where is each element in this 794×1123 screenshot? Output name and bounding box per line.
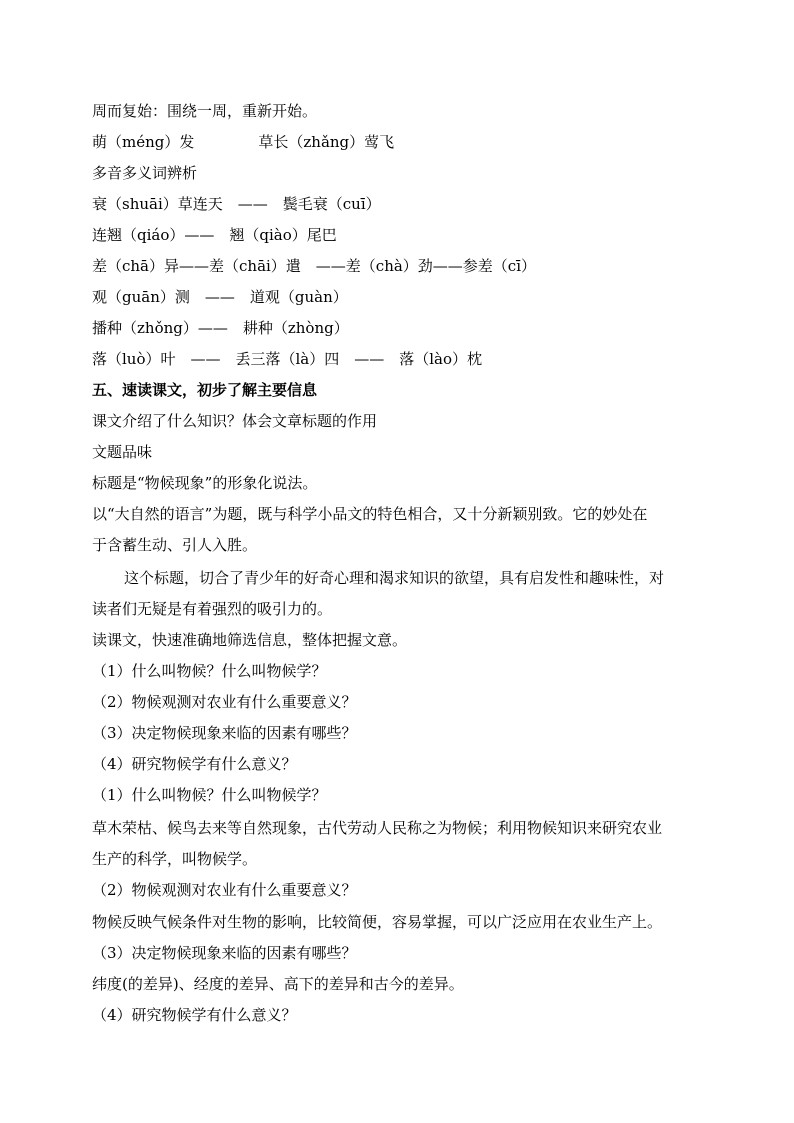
text-line-16: 这个标题，切合了青少年的好奇心理和渴求知识的欲望，具有启发性和趣味性，对 bbox=[124, 569, 665, 587]
text-line-17: 读者们无疑是有着强烈的吸引力的。 bbox=[92, 600, 333, 618]
text-line-9: 落（luò）叶 —— 丢三落（là）四 —— 落（lào）枕 bbox=[92, 350, 483, 368]
text-line-2a: 萌（méng）发 bbox=[92, 133, 195, 151]
text-line-4: 衰（shuāi）草连天 —— 鬓毛衰（cuī） bbox=[92, 195, 381, 213]
section-heading: 五、速读课文，初步了解主要信息 bbox=[92, 381, 318, 399]
text-line-18: 读课文，快速准确地筛选信息，整体把握文意。 bbox=[92, 631, 408, 649]
text-line-20: （2）物候观测对农业有什么重要意义？ bbox=[92, 693, 357, 711]
text-line-24: 草木荣枯、候鸟去来等自然现象，古代劳动人民称之为物候；利用物候知识来研究农业 bbox=[92, 819, 663, 837]
text-line-12: 文题品味 bbox=[92, 443, 153, 461]
text-line-7: 观（guān）测 —— 道观（guàn） bbox=[92, 288, 348, 306]
text-line-25: 生产的科学，叫物候学。 bbox=[92, 850, 258, 868]
text-line-2b: 草长（zhǎng）莺飞 bbox=[258, 133, 395, 151]
text-line-27: 物候反映气候条件对生物的影响，比较简便，容易掌握，可以广泛应用在农业生产上。 bbox=[92, 913, 663, 931]
text-line-22: （4）研究物候学有什么意义？ bbox=[92, 755, 297, 773]
text-line-13: 标题是“物候现象”的形象化说法。 bbox=[92, 474, 318, 492]
text-line-23: （1）什么叫物候？什么叫物候学？ bbox=[92, 786, 327, 804]
text-line-5: 连翘（qiáo）—— 翘（qiào）尾巴 bbox=[92, 226, 337, 244]
text-line-3: 多音多义词辨析 bbox=[92, 164, 198, 182]
text-line-8: 播种（zhǒng）—— 耕种（zhòng） bbox=[92, 319, 349, 337]
text-line-19: （1）什么叫物候？什么叫物候学？ bbox=[92, 662, 327, 680]
text-line-1: 周而复始：围绕一周，重新开始。 bbox=[92, 102, 318, 120]
text-line-28: （3）决定物候现象来临的因素有哪些？ bbox=[92, 944, 357, 962]
text-line-2 bbox=[92, 132, 712, 152]
text-line-30: （4）研究物候学有什么意义？ bbox=[92, 1006, 297, 1024]
text-line-11: 课文介绍了什么知识？体会文章标题的作用 bbox=[92, 412, 378, 430]
text-line-21: （3）决定物候现象来临的因素有哪些？ bbox=[92, 724, 357, 742]
text-line-15: 于含蓄生动、引人入胜。 bbox=[92, 536, 258, 554]
text-line-26: （2）物候观测对农业有什么重要意义？ bbox=[92, 881, 357, 899]
text-line-14: 以“大自然的语言”为题，既与科学小品文的特色相合，又十分新颖别致。它的妙处在 bbox=[92, 505, 648, 523]
text-line-6: 差（chā）异——差（chāi）遣 ——差（chà）劲——参差（cī） bbox=[92, 257, 537, 275]
text-line-29: 纬度(的差异)、经度的差异、高下的差异和古今的差异。 bbox=[92, 975, 464, 993]
